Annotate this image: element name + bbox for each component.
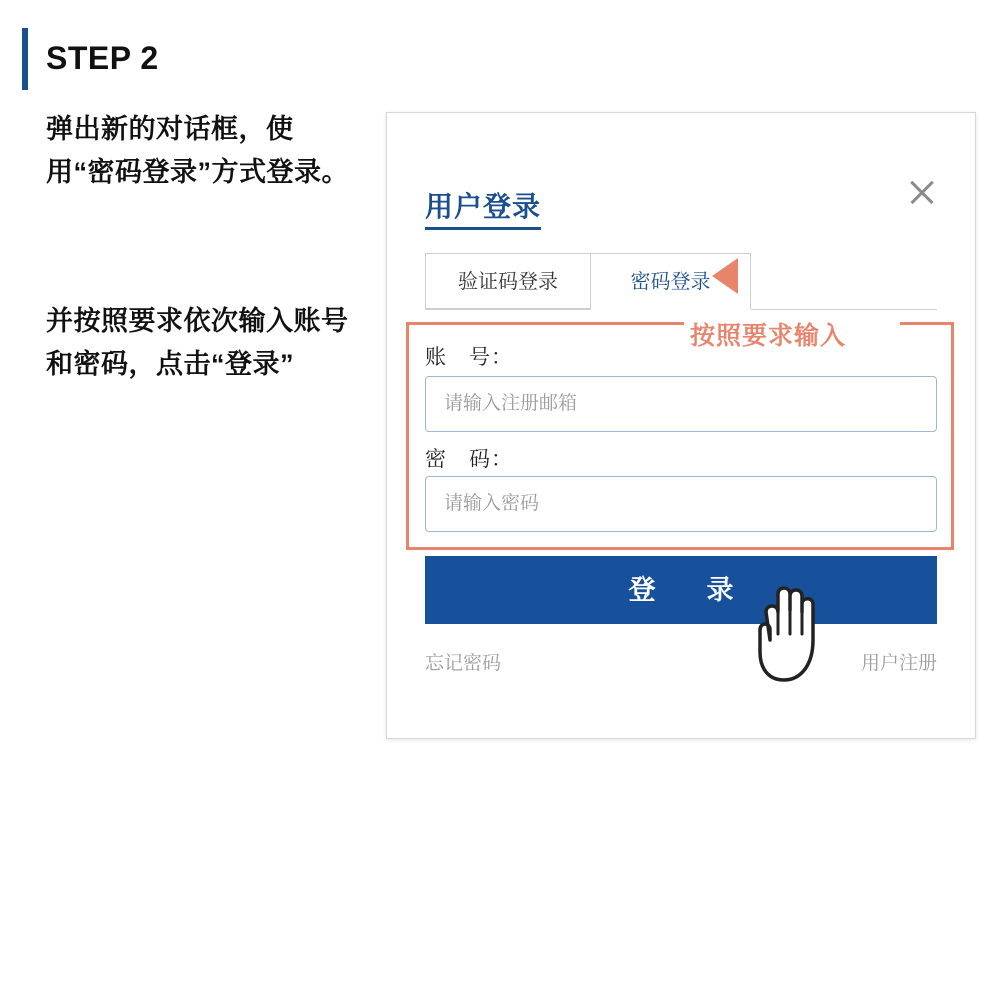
password-input[interactable]: 请输入密码 [425,476,937,532]
annotation-callout-text: 按照要求输入 [690,322,847,350]
instruction-paragraph-1: 弹出新的对话框，使用“密码登录”方式登录。 [46,114,349,187]
step-accent-bar [22,28,28,90]
account-input[interactable]: 请输入注册邮箱 [425,376,937,432]
login-button[interactable]: 登 录 [425,556,937,624]
step-title: STEP 2 [46,40,159,76]
login-tabs [425,253,937,311]
tab-sms-login[interactable]: 验证码登录 [425,253,591,309]
annotation-arrow-icon [712,258,738,294]
dialog-title: 用户登录 [425,191,542,222]
title-underline [425,227,541,230]
tabs-active-gap [591,309,751,311]
account-label: 账 号： [425,346,513,369]
tab-password-login[interactable]: 密码登录 [591,253,751,309]
user-register-link[interactable]: 用户注册 [860,653,937,674]
instructions-panel [0,0,380,1000]
close-icon[interactable] [905,175,939,209]
instruction-paragraph-2: 并按照要求依次输入账号和密码，点击“登录” [46,306,349,379]
forgot-password-link[interactable]: 忘记密码 [425,653,502,674]
login-dialog [386,112,976,739]
password-label: 密 码： [425,448,513,471]
